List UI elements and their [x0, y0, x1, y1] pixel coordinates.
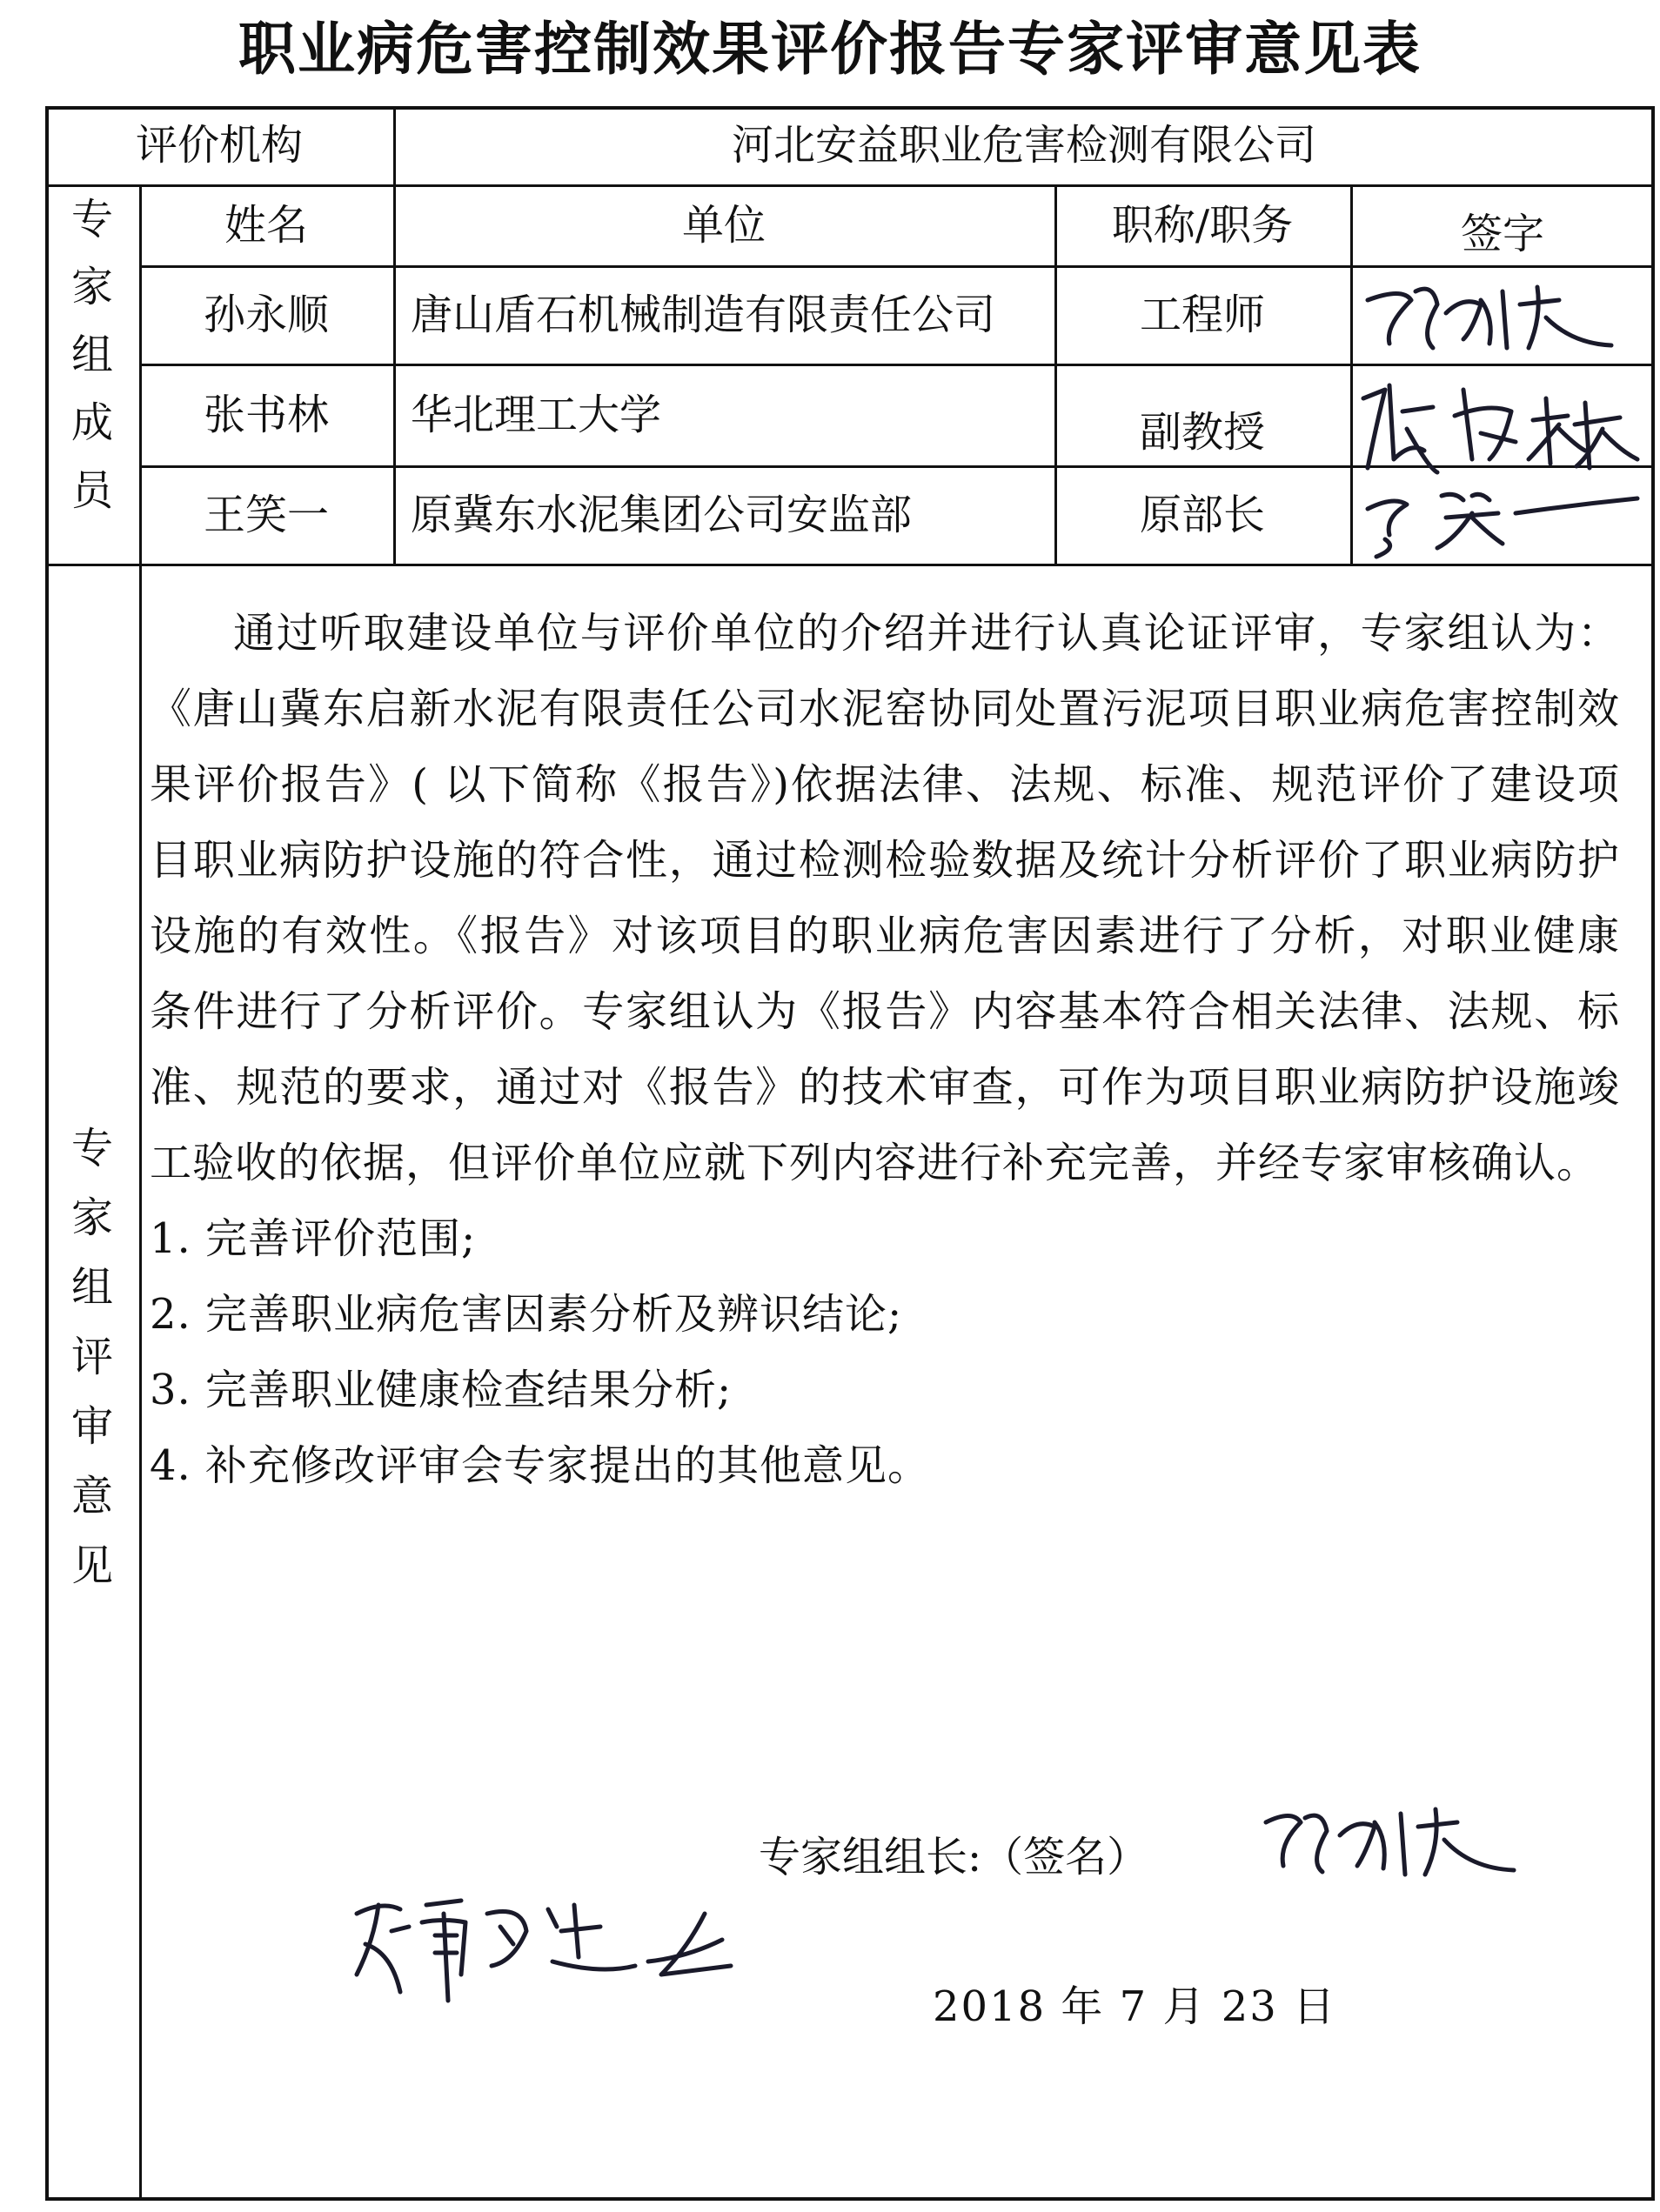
member-title: 原部长 — [1139, 490, 1265, 539]
member-title: 工程师 — [1139, 290, 1265, 339]
section-char: 组 — [70, 1263, 113, 1312]
member-name: 孙永顺 — [203, 290, 329, 339]
member-unit: 华北理工大学 — [411, 390, 662, 439]
org-label: 评价机构 — [135, 121, 303, 170]
members-section-label — [45, 195, 139, 515]
handwritten-approval-note-icon — [339, 1879, 740, 2009]
section-char: 评 — [70, 1333, 113, 1381]
document-title: 职业病危害控制效果评价报告专家评审意见表 — [238, 16, 1422, 83]
member-name: 王笑一 — [203, 490, 329, 539]
section-char: 组 — [70, 331, 113, 379]
section-char: 意 — [70, 1472, 113, 1520]
org-value: 河北安益职业危害检测有限公司 — [731, 121, 1316, 170]
section-char: 专 — [70, 1124, 113, 1173]
header-unit: 单位 — [681, 200, 766, 250]
opinion-body — [150, 596, 1620, 1504]
opinion-item: 4. 补充修改评审会专家提出的其他意见。 — [150, 1441, 931, 1490]
review-date: 2018 年 7 月 23 日 — [933, 1982, 1337, 2031]
handwritten-signature-wang-xiaoyi-icon — [1350, 465, 1655, 564]
row-divider — [45, 564, 1655, 566]
section-char: 员 — [70, 466, 113, 515]
section-char: 家 — [70, 1193, 113, 1242]
handwritten-signature-sun-yongshun-icon — [1350, 265, 1655, 364]
opinion-item: 3. 完善职业健康检查结果分析; — [150, 1366, 733, 1414]
section-char: 见 — [70, 1541, 113, 1590]
opinion-item: 2. 完善职业病危害因素分析及辨识结论; — [150, 1290, 903, 1339]
header-name: 姓名 — [224, 200, 308, 250]
section-char: 成 — [70, 398, 113, 447]
handwritten-signature-leader-icon — [1253, 1792, 1540, 1888]
opinion-paragraph: 通过听取建设单位与评价单位的介绍并进行认真论证评审，专家组认为：《唐山冀东启新水泥有限责任公司水泥窑协同处置污泥项目职业病危害控制效果评价报告》( 以下简称《报告》)依据法律、法规、标准、规范评价了建设项目职业病防护设施的符合性，通过检测检验数据及统计分析评价了职业病防护设施的有效性。《报告》对该项目的职业病危害因素进行了分析，对职业健康条件进行了分析评价。专家组认为《报告》内容基本符合相关法律、法规、标准、规范的要求，通过对《报告》的技术审查，可作为项目职业病防护设施竣工验收的依据，但评价单位应就下列内容进行补充完善，并经专家审核确认。 — [150, 609, 1620, 1187]
leader-signature-label: 专家组组长:（签名） — [759, 1833, 1149, 1881]
header-signature: 签字 — [1460, 209, 1544, 258]
section-char: 审 — [70, 1402, 113, 1451]
member-unit: 原冀东水泥集团公司安监部 — [411, 490, 913, 539]
section-char: 专 — [70, 195, 113, 244]
member-name: 张书林 — [203, 390, 329, 439]
member-title: 副教授 — [1139, 407, 1265, 457]
opinion-item: 1. 完善评价范围; — [150, 1214, 477, 1263]
member-unit: 唐山盾石机械制造有限责任公司 — [411, 290, 996, 339]
header-title: 职称/职务 — [1111, 200, 1294, 250]
opinion-section-label — [45, 1124, 139, 1590]
section-char: 家 — [70, 263, 113, 311]
